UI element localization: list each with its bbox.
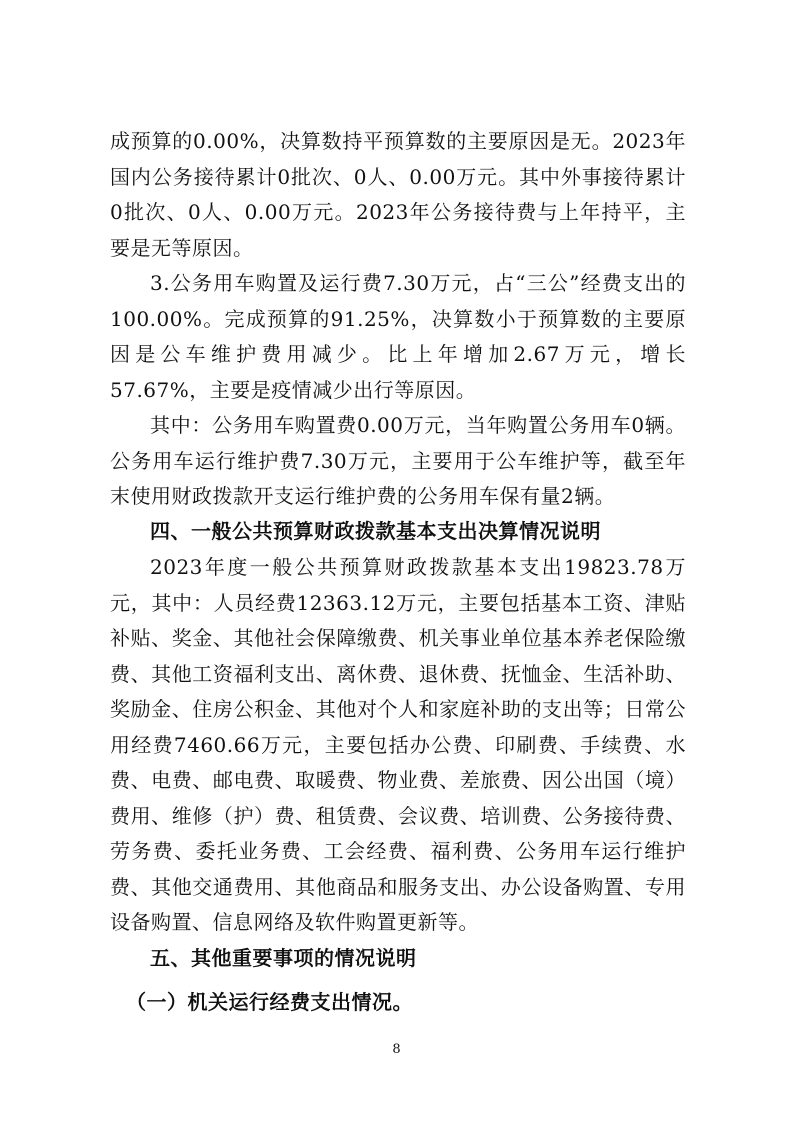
page-number: 8 (392, 1042, 401, 1057)
section-heading-five: 五、其他重要事项的情况说明 (150, 946, 417, 970)
paragraph-basic-expenditure: 2023年度一般公共预算财政拨款基本支出19823.78万元，其中：人员经费12363.12万元，主要包括基本工资、津贴补贴、奖金、其他社会保障缴费、机关事业单位基本养老保险缴费、其他工资福利支出、离休费、退休费、抚恤金、生活补助、奖励金、住房公积金、其他对个人和家庭补助的支出等；日常公用经费7460.66万元，主要包括办公费、印刷费、手续费、水费、电费、邮电费、取暖费、物业费、差旅费、因公出国（境）费用、维修（护）费、租赁费、会议费、培训费、公务接待费、劳务费、委托业务费、工会经费、福利费、公务用车运行维护费、其他交通费用、其他商品和服务支出、办公设备购置、专用设备购置、信息网络及软件购置更新等。 (110, 555, 686, 934)
subsection-heading-one: （一）机关运行经费支出情况。 (126, 990, 413, 1014)
paragraph-vehicle-details: 其中：公务用车购置费0.00万元，当年购置公务用车0辆。公务用车运行维护费7.30万元，主要用于公车维护等，截至年末使用财政拨款开支运行维护费的公务用车保有量2辆。 (110, 413, 686, 508)
paragraph-vehicle-expenses: 3.公务用车购置及运行费7.30万元，占“三公”经费支出的100.00%。完成预算的91.25%，决算数小于预算数的主要原因是公车维护费用减少。比上年增加2.67万元，增长57.67%，主要是疫情减少出行等原因。 (110, 271, 686, 402)
paragraph-reception-expenses: 成预算的0.00%，决算数持平预算数的主要原因是无。2023年国内公务接待累计0批次、0人、0.00万元。其中外事接待累计0批次、0人、0.00万元。2023年公务接待费与上年持平，主要是无等原因。 (110, 129, 686, 260)
section-heading-four: 四、一般公共预算财政拨款基本支出决算情况说明 (150, 519, 601, 543)
